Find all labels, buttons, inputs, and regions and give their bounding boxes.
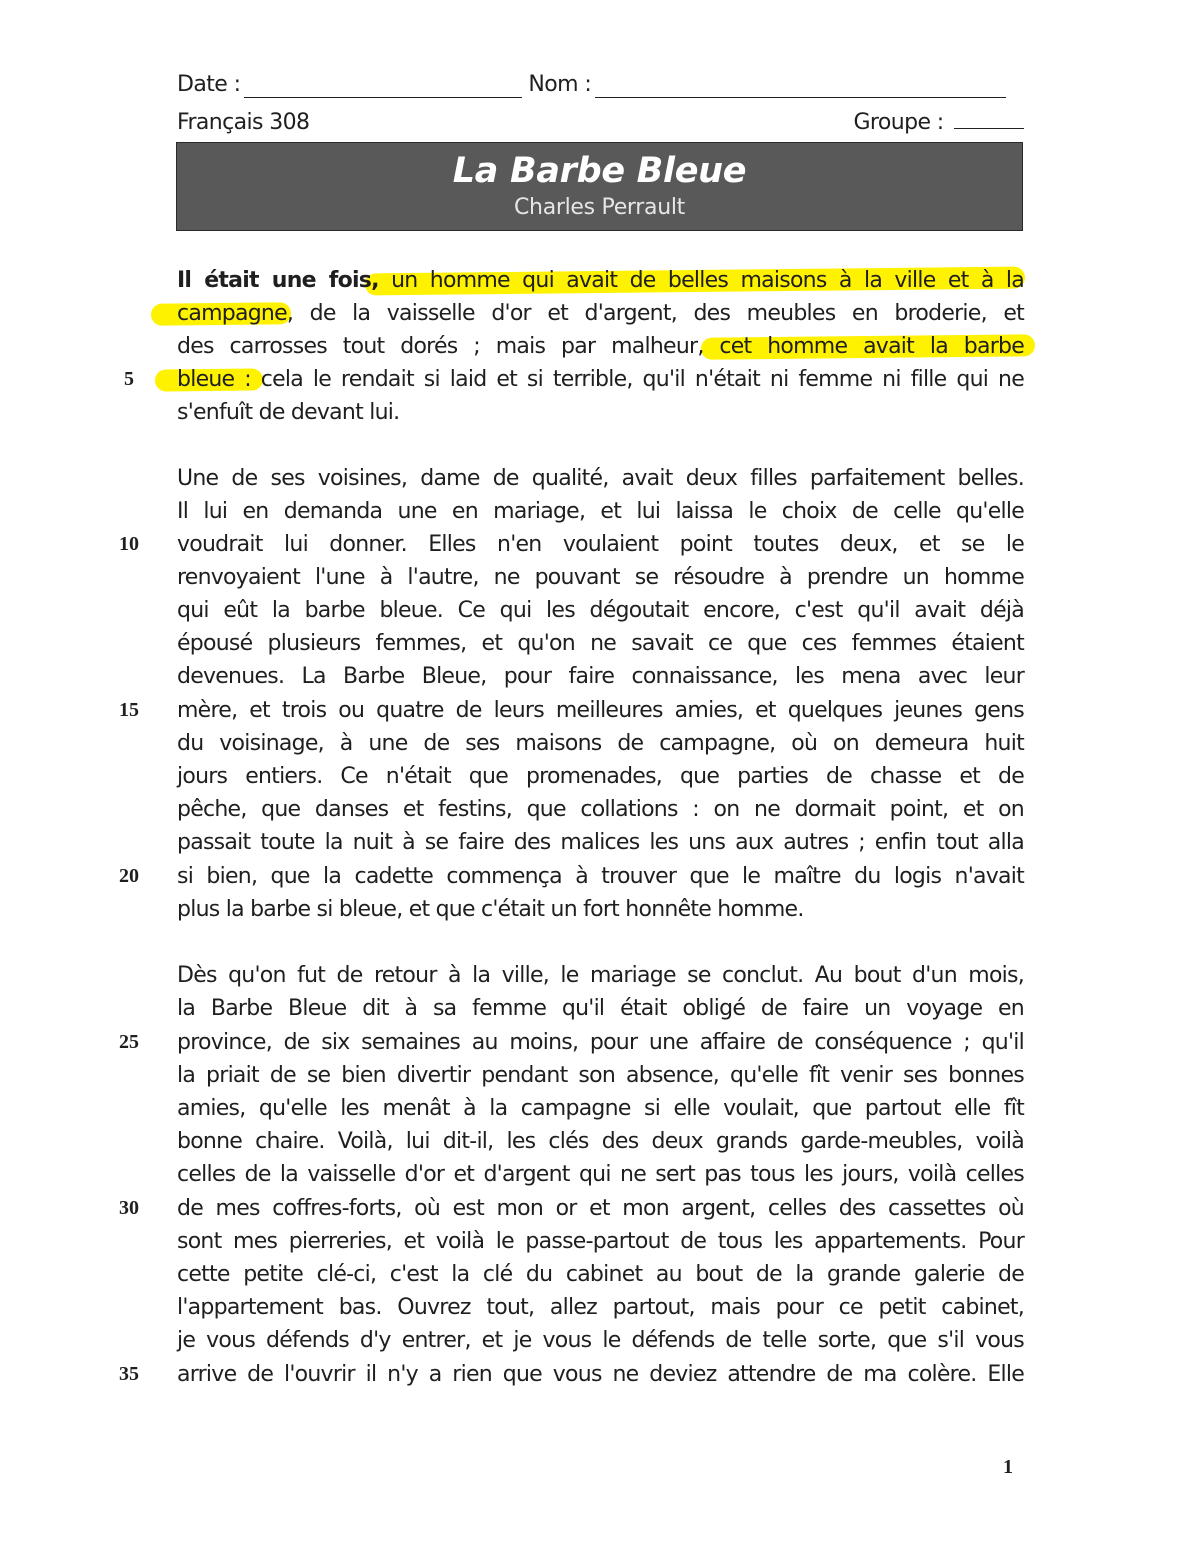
text-fragment: des carrosses tout dorés ; mais par malheur, cet homme avait la barbe [177, 334, 1024, 359]
text-line: devenues. La Barbe Bleue, pour faire connaissance, les mena avec leur [177, 664, 1024, 689]
text-fragment: campagne, de la vaisselle d'or et d'argent, des meubles en broderie, et [177, 301, 1024, 326]
document-title: La Barbe Bleue [452, 151, 747, 191]
text-line: la Barbe Bleue dit à sa femme qu'il était obligé de faire un voyage en [177, 996, 1024, 1021]
line-number: 35 [119, 1363, 139, 1385]
text-line: si bien, que la cadette commença à trouver que le maître du logis n'avait [177, 864, 1024, 889]
text-line: pêche, que danses et festins, que collations : on ne dormait point, et on [177, 797, 1024, 822]
text-line: jours entiers. Ce n'était que promenades, que parties de chasse et de [177, 764, 1024, 789]
name-label: Nom : [528, 72, 592, 97]
text-line: de mes coffres-forts, où est mon or et mon argent, celles des cassettes où [177, 1196, 1024, 1221]
text-fragment: bleue : cela le rendait si laid et si terrible, qu'il n'était ni femme ni fille qui ne [177, 367, 1024, 392]
text-fragment: s'enfuît de devant lui. [177, 400, 400, 425]
date-field[interactable] [244, 75, 522, 98]
date-label: Date : [177, 72, 241, 97]
line-number: 30 [119, 1197, 139, 1219]
text-line: qui eût la barbe bleue. Ce qui les dégoutait encore, c'est qu'il avait déjà [177, 598, 1024, 623]
text-line: celles de la vaisselle d'or et d'argent qui ne sert pas tous les jours, voilà celles [177, 1162, 1024, 1187]
line-number: 25 [119, 1031, 139, 1053]
text-line: mère, et trois ou quatre de leurs meilleures amies, et quelques jeunes gens [177, 698, 1024, 723]
text-line: bonne chaire. Voilà, lui dit-il, les clés des deux grands garde-meubles, voilà [177, 1129, 1024, 1154]
text-line: plus la barbe si bleue, et que c'était un fort honnête homme. [177, 897, 804, 922]
header-row-course-group [177, 106, 1024, 136]
opening-phrase: Il était une fois, [177, 268, 379, 293]
group-field[interactable] [954, 106, 1024, 129]
text-line: je vous défends d'y entrer, et je vous le défends de telle sorte, que s'il vous [177, 1328, 1024, 1353]
text-line: l'appartement bas. Ouvrez tout, allez partout, mais pour ce petit cabinet, [177, 1295, 1024, 1320]
group-label: Groupe : [853, 110, 944, 135]
title-box [176, 142, 1023, 231]
text-line: sont mes pierreries, et voilà le passe-partout de tous les appartements. Pour [177, 1229, 1024, 1254]
text-line: Une de ses voisines, dame de qualité, avait deux filles parfaitement belles. [177, 466, 1024, 491]
text-line: arrive de l'ouvrir il n'y a rien que vous ne deviez attendre de ma colère. Elle [177, 1362, 1024, 1387]
name-field[interactable] [595, 75, 1006, 98]
text-fragment: un homme qui avait de belles maisons à la ville et à la [391, 268, 1025, 293]
text-line [177, 396, 1024, 429]
text-line [177, 330, 1024, 363]
text-line: Dès qu'on fut de retour à la ville, le mariage se conclut. Au bout d'un mois, [177, 963, 1024, 988]
text-line [177, 297, 1024, 330]
text-line: passait toute la nuit à se faire des malices les uns aux autres ; enfin tout alla [177, 830, 1024, 855]
text-line: du voisinage, à une de ses maisons de campagne, où on demeura huit [177, 731, 1024, 756]
header-row-date-name [177, 72, 1024, 98]
text-line: amies, qu'elle les menât à la campagne si elle voulait, que partout elle fît [177, 1096, 1024, 1121]
document-author: Charles Perrault [513, 195, 686, 220]
text-line: voudrait lui donner. Elles n'en voulaient point toutes deux, et se le [177, 532, 1024, 557]
line-number: 15 [119, 699, 139, 721]
group-wrapper [853, 106, 1024, 136]
text-line [177, 363, 1024, 396]
page-number: 1 [1003, 1456, 1013, 1478]
text-line: la priait de se bien divertir pendant son absence, qu'elle fît venir ses bonnes [177, 1063, 1024, 1088]
line-number: 5 [124, 368, 134, 390]
course-label: Français 308 [177, 110, 310, 135]
text-line: province, de six semaines au moins, pour une affaire de conséquence ; qu'il [177, 1030, 1024, 1055]
text-line [177, 264, 1024, 297]
text-line: épousé plusieurs femmes, et qu'on ne savait ce que ces femmes étaient [177, 631, 1024, 656]
line-number: 10 [119, 533, 139, 555]
text-line: cette petite clé-ci, c'est la clé du cabinet au bout de la grande galerie de [177, 1262, 1024, 1287]
text-line: renvoyaient l'une à l'autre, ne pouvant se résoudre à prendre un homme [177, 565, 1024, 590]
line-number: 20 [119, 865, 139, 887]
text-line: Il lui en demanda une en mariage, et lui laissa le choix de celle qu'elle [177, 499, 1024, 524]
